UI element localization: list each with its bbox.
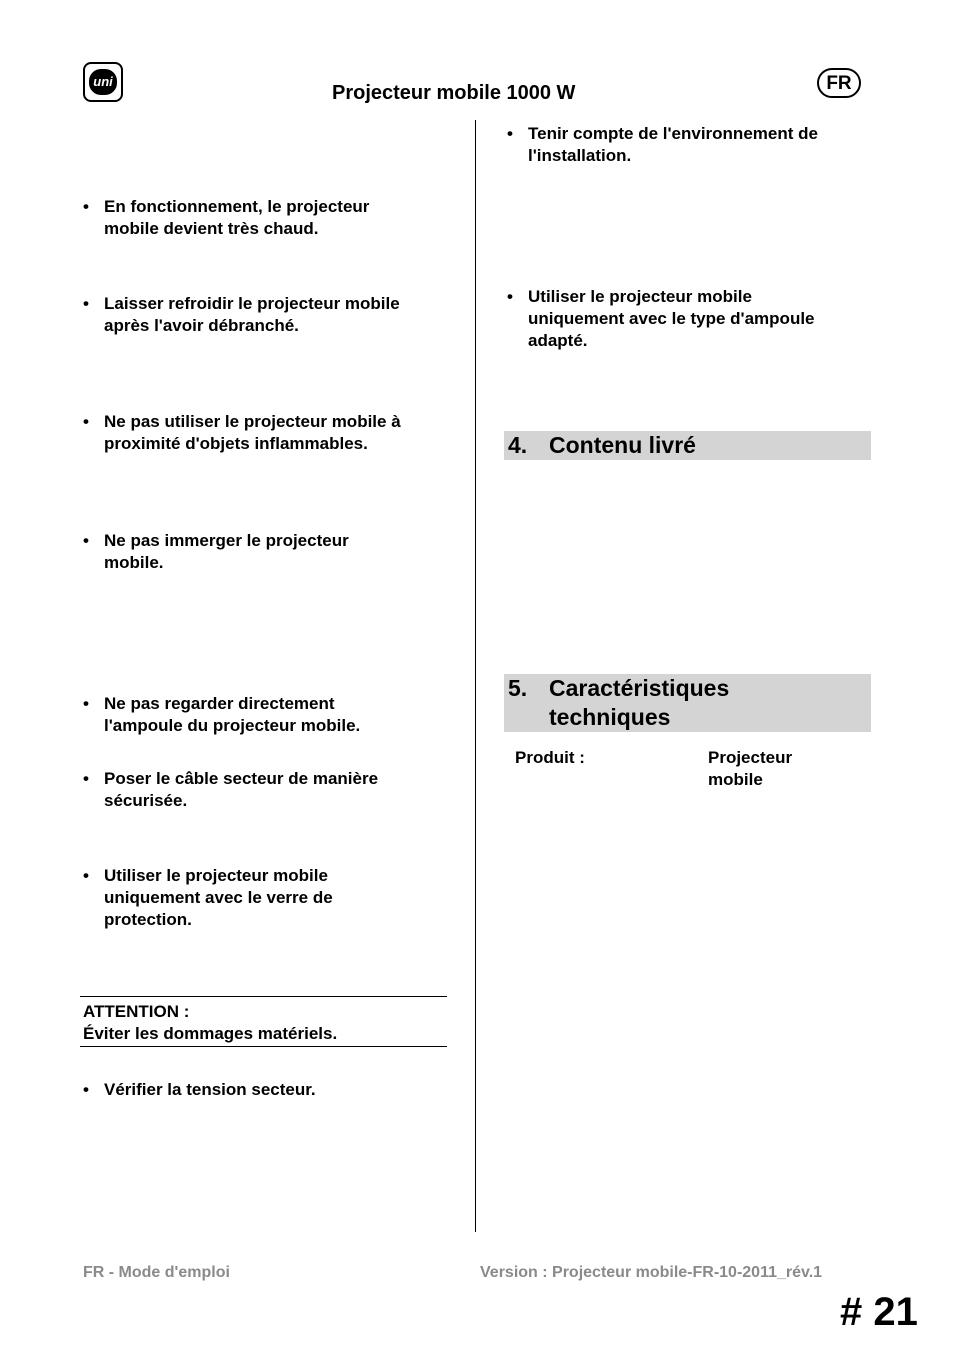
page-number: # 21 — [840, 1290, 918, 1334]
bullet-icon: • — [83, 769, 89, 788]
section-title: Caractéristiques techniques — [549, 675, 730, 730]
bullet-icon: • — [83, 412, 89, 431]
list-item-text: Utiliser le projecteur mobile uniquement avec le type d'ampoule adapté. — [528, 287, 815, 350]
spec-label: Produit : — [515, 748, 585, 767]
uni-logo — [83, 62, 123, 102]
list-item-text: Utiliser le projecteur mobile uniquement avec le verre de protection. — [104, 866, 333, 929]
bullet-icon: • — [83, 866, 89, 885]
bullet-icon: • — [83, 1080, 89, 1099]
list-item-text: Laisser refroidir le projecteur mobile après l'avoir débranché. — [104, 294, 400, 335]
section-heading-caracteristiques — [504, 674, 871, 732]
bullet-icon: • — [83, 694, 89, 713]
footer-version: Version : Projecteur mobile-FR-10-2011_rév.1 — [480, 1264, 823, 1281]
section-number: 4. — [508, 432, 528, 458]
page-title: Projecteur mobile 1000 W — [332, 82, 576, 104]
language-badge: FR — [817, 68, 861, 98]
list-item-text: Ne pas immerger le projecteur mobile. — [104, 531, 349, 572]
footer-left: FR - Mode d'emploi — [83, 1264, 230, 1281]
list-item-text: Tenir compte de l'environnement de l'installation. — [528, 124, 818, 165]
attention-text: Éviter les dommages matériels. — [83, 1024, 338, 1043]
section-number: 5. — [508, 675, 528, 701]
bullet-icon: • — [83, 197, 89, 216]
column-divider — [475, 120, 476, 1232]
section-heading-contenu — [504, 431, 871, 460]
logo-text: uni — [89, 69, 117, 95]
list-item-text: Ne pas utiliser le projecteur mobile à proximité d'objets inflammables. — [104, 412, 401, 453]
attention-title: ATTENTION : — [83, 1002, 190, 1021]
list-item-text: Poser le câble secteur de manière sécurisée. — [104, 769, 379, 810]
list-item-text: En fonctionnement, le projecteur mobile devient très chaud. — [104, 197, 370, 238]
list-item-text: Vérifier la tension secteur. — [104, 1080, 316, 1099]
attention-box — [80, 996, 447, 1047]
section-title: Contenu livré — [549, 432, 696, 458]
bullet-icon: • — [507, 287, 513, 306]
bullet-icon: • — [507, 124, 513, 143]
list-item-text: Ne pas regarder directement l'ampoule du projecteur mobile. — [104, 694, 361, 735]
spec-value: Projecteur mobile — [708, 748, 793, 789]
bullet-icon: • — [83, 294, 89, 313]
bullet-icon: • — [83, 531, 89, 550]
